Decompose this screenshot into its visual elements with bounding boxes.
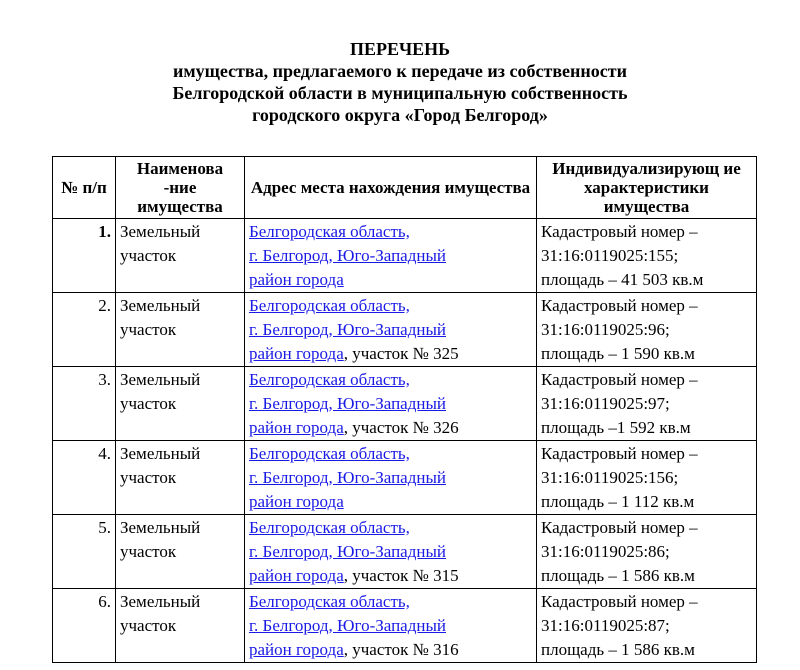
- title-line-2: имущества, предлагаемого к передаче из собственности: [173, 61, 627, 81]
- area: площадь – 1 586 кв.м: [541, 566, 695, 585]
- cadastral-label: Кадастровый номер –: [541, 296, 698, 315]
- cadastral-label: Кадастровый номер –: [541, 444, 698, 463]
- address-link-line-1[interactable]: Белгородская область,: [249, 444, 410, 463]
- address-link-line-2[interactable]: г. Белгород, Юго-Западный: [249, 246, 446, 265]
- area: площадь – 1 112 кв.м: [541, 492, 695, 511]
- row-number: 2.: [53, 293, 116, 367]
- table-row: [53, 515, 757, 589]
- table-row: [53, 219, 757, 293]
- address-link-line-2[interactable]: г. Белгород, Юго-Западный: [249, 542, 446, 561]
- table-row: [53, 441, 757, 515]
- table-row: [53, 367, 757, 441]
- property-name: Земельный участок: [116, 589, 245, 663]
- address-link-line-2[interactable]: г. Белгород, Юго-Западный: [249, 320, 446, 339]
- table-row: [53, 589, 757, 663]
- address-link-line-3[interactable]: район города: [249, 492, 344, 511]
- address-link-line-3[interactable]: район города: [249, 418, 344, 437]
- property-name: Земельный участок: [116, 515, 245, 589]
- area: площадь –1 592 кв.м: [541, 418, 691, 437]
- area: площадь – 1 590 кв.м: [541, 344, 695, 363]
- address-suffix: , участок № 325: [343, 344, 459, 363]
- cadastral-number: 31:16:0119025:155;: [541, 246, 679, 265]
- property-address: [245, 293, 537, 367]
- address-link-line-1[interactable]: Белгородская область,: [249, 518, 410, 537]
- property-table: [52, 156, 757, 663]
- header-characteristics: Индивидуализирующ ие характеристики имущества: [537, 157, 757, 219]
- property-characteristics: [537, 441, 757, 515]
- area: площадь – 41 503 кв.м: [541, 270, 704, 289]
- row-number: 1.: [53, 219, 116, 293]
- property-address: [245, 367, 537, 441]
- address-link-line-1[interactable]: Белгородская область,: [249, 592, 410, 611]
- row-number: 4.: [53, 441, 116, 515]
- header-num: № п/п: [53, 157, 116, 219]
- document-title: [0, 38, 800, 126]
- property-address: [245, 219, 537, 293]
- address-link-line-3[interactable]: район города: [249, 640, 344, 659]
- cadastral-label: Кадастровый номер –: [541, 370, 698, 389]
- property-name: Земельный участок: [116, 293, 245, 367]
- address-link-line-1[interactable]: Белгородская область,: [249, 222, 410, 241]
- table-header-row: [53, 157, 757, 219]
- area: площадь – 1 586 кв.м: [541, 640, 695, 659]
- row-number: 5.: [53, 515, 116, 589]
- property-address: [245, 589, 537, 663]
- header-address: Адрес места нахождения имущества: [245, 157, 537, 219]
- title-line-4: городского округа «Город Белгород»: [252, 105, 548, 125]
- cadastral-number: 31:16:0119025:86;: [541, 542, 670, 561]
- address-suffix: , участок № 326: [343, 418, 459, 437]
- property-name: Земельный участок: [116, 441, 245, 515]
- property-characteristics: [537, 367, 757, 441]
- property-name: Земельный участок: [116, 219, 245, 293]
- table-row: [53, 293, 757, 367]
- cadastral-number: 31:16:0119025:97;: [541, 394, 670, 413]
- row-number: 3.: [53, 367, 116, 441]
- address-link-line-2[interactable]: г. Белгород, Юго-Западный: [249, 394, 446, 413]
- property-characteristics: [537, 293, 757, 367]
- address-link-line-1[interactable]: Белгородская область,: [249, 370, 410, 389]
- cadastral-number: 31:16:0119025:156;: [541, 468, 679, 487]
- property-name: Земельный участок: [116, 367, 245, 441]
- address-link-line-3[interactable]: район города: [249, 344, 344, 363]
- address-link-line-2[interactable]: г. Белгород, Юго-Западный: [249, 468, 446, 487]
- address-link-line-1[interactable]: Белгородская область,: [249, 296, 410, 315]
- cadastral-label: Кадастровый номер –: [541, 592, 698, 611]
- property-characteristics: [537, 219, 757, 293]
- property-address: [245, 441, 537, 515]
- cadastral-number: 31:16:0119025:87;: [541, 616, 670, 635]
- address-suffix: , участок № 316: [343, 640, 459, 659]
- title-line-1: ПЕРЕЧЕНЬ: [349, 39, 451, 59]
- header-name: Наименова -ние имущества: [116, 157, 245, 219]
- property-characteristics: [537, 589, 757, 663]
- cadastral-label: Кадастровый номер –: [541, 222, 698, 241]
- property-address: [245, 515, 537, 589]
- address-link-line-3[interactable]: район города: [249, 270, 344, 289]
- property-characteristics: [537, 515, 757, 589]
- cadastral-label: Кадастровый номер –: [541, 518, 698, 537]
- address-suffix: , участок № 315: [343, 566, 459, 585]
- title-line-3: Белгородской области в муниципальную собственность: [172, 83, 628, 103]
- address-link-line-2[interactable]: г. Белгород, Юго-Западный: [249, 616, 446, 635]
- address-link-line-3[interactable]: район города: [249, 566, 344, 585]
- cadastral-number: 31:16:0119025:96;: [541, 320, 670, 339]
- row-number: 6.: [53, 589, 116, 663]
